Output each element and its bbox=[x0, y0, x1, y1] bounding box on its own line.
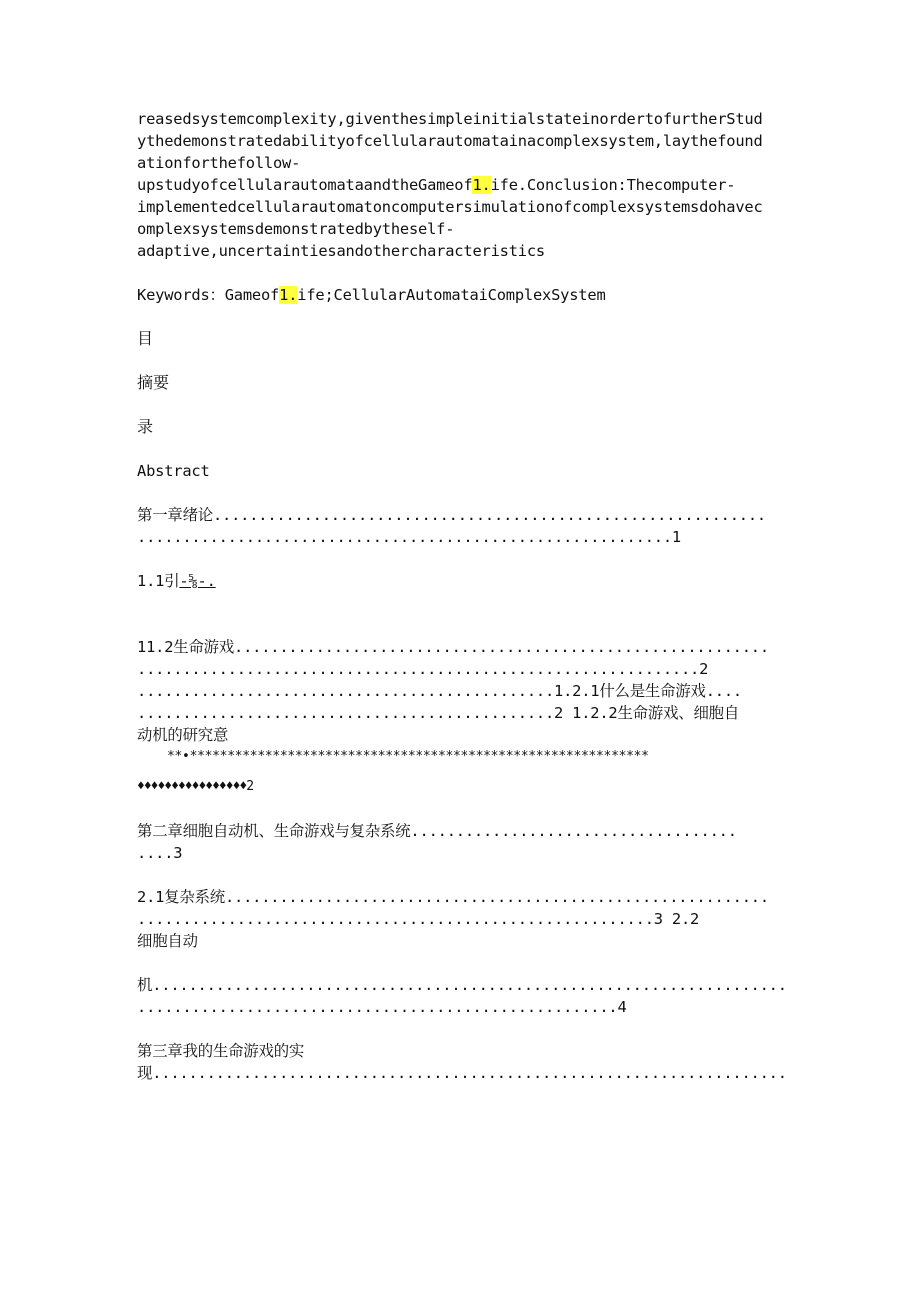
toc-heading-zhaiyao: 摘要 bbox=[137, 373, 170, 392]
toc-ch2-line-2: ....3 bbox=[137, 844, 183, 862]
toc-1-2-2-line: 动机的研究意 bbox=[137, 726, 229, 744]
abstract-line-3: ationforthefollow- bbox=[137, 154, 301, 172]
keywords-highlight: 1. bbox=[279, 286, 298, 304]
toc-entry-chapter-3 bbox=[137, 1040, 787, 1084]
toc-entry-1-1 bbox=[137, 570, 777, 592]
toc-ch2-line-1: 第二章细胞自动机、生命游戏与复杂系统.................................... bbox=[137, 822, 737, 840]
toc-entry-1-2 bbox=[137, 636, 777, 768]
toc-1-2-1-line-1: ..............................................1.2.1什么是生命游戏.... bbox=[137, 682, 742, 700]
toc-diamond-leader: ♦♦♦♦♦♦♦♦♦♦♦♦♦♦♦♦2 bbox=[137, 779, 254, 794]
toc-1-1-num: 1.1引 bbox=[137, 572, 180, 590]
toc-1-2-line-2: ..............................................................2 bbox=[137, 660, 709, 678]
abstract-line-6: omplexsystemsdemonstratedbytheself- bbox=[137, 220, 455, 238]
toc-heading-lu: 录 bbox=[137, 417, 154, 436]
toc-entry-chapter-1 bbox=[137, 504, 777, 548]
toc-entry-2-1 bbox=[137, 886, 777, 952]
toc-entry-chapter-2 bbox=[137, 820, 777, 864]
toc-2-2-line-1: 细胞自动 bbox=[137, 932, 198, 950]
abstract-line-1: reasedsystemcomplexity,giventhesimpleinitialstateinordertofurtherStud bbox=[137, 110, 763, 128]
abstract-paragraph bbox=[137, 108, 777, 262]
abstract-line-4 bbox=[137, 174, 777, 196]
toc-1-2-1-line-2: ..............................................2 1.2.2生命游戏、细胞自 bbox=[137, 704, 740, 722]
highlight-mark: 1. bbox=[472, 176, 491, 194]
toc-1-1-underlined: -⅝-. bbox=[179, 572, 216, 590]
keywords-line bbox=[137, 284, 777, 306]
abstract-line-4-b: ife.Conclusion:Thecomputer- bbox=[490, 176, 736, 194]
abstract-line-7: adaptive,uncertaintiesandothercharacteristics bbox=[137, 242, 545, 260]
abstract-line-2: ythedemonstratedabilityofcellularautomatainacomplexsystem,laythefound bbox=[137, 132, 763, 150]
toc-ch3-line-1: 第三章我的生命游戏的实 bbox=[137, 1042, 305, 1060]
toc-entry-2-2 bbox=[137, 974, 787, 1018]
keywords-a: Keywords：Gameof bbox=[137, 286, 280, 304]
toc-ch1-line-2: ...........................................................1 bbox=[137, 528, 681, 546]
toc-ch1-line-1: 第一章绪论............................................................. bbox=[137, 506, 766, 524]
toc-2-2-line-3: .....................................................4 bbox=[137, 998, 627, 1016]
toc-heading-abstract: Abstract bbox=[137, 462, 210, 480]
toc-heading-mu: 目 bbox=[137, 329, 154, 348]
toc-2-1-line-2: .........................................................3 2.2 bbox=[137, 910, 700, 928]
toc-stars-leader: **•************************************************************* bbox=[167, 749, 649, 764]
abstract-line-5: implementedcellularautomatoncomputersimulationofcomplexsystemsdohavec bbox=[137, 198, 763, 216]
document-page bbox=[137, 108, 787, 1084]
keywords-b: ife;CellularAutomataiComplexSystem bbox=[297, 286, 606, 304]
toc-2-2-line-2: 机...................................................................... bbox=[137, 976, 787, 994]
abstract-line-4-a: upstudyofcellularautomataandtheGameof bbox=[137, 176, 473, 194]
toc-2-1-line-1: 2.1复杂系统............................................................ bbox=[137, 888, 769, 906]
toc-ch3-line-2: 现...................................................................... bbox=[137, 1064, 787, 1082]
toc-1-2-line-1: 11.2生命游戏........................................................... bbox=[137, 638, 769, 656]
